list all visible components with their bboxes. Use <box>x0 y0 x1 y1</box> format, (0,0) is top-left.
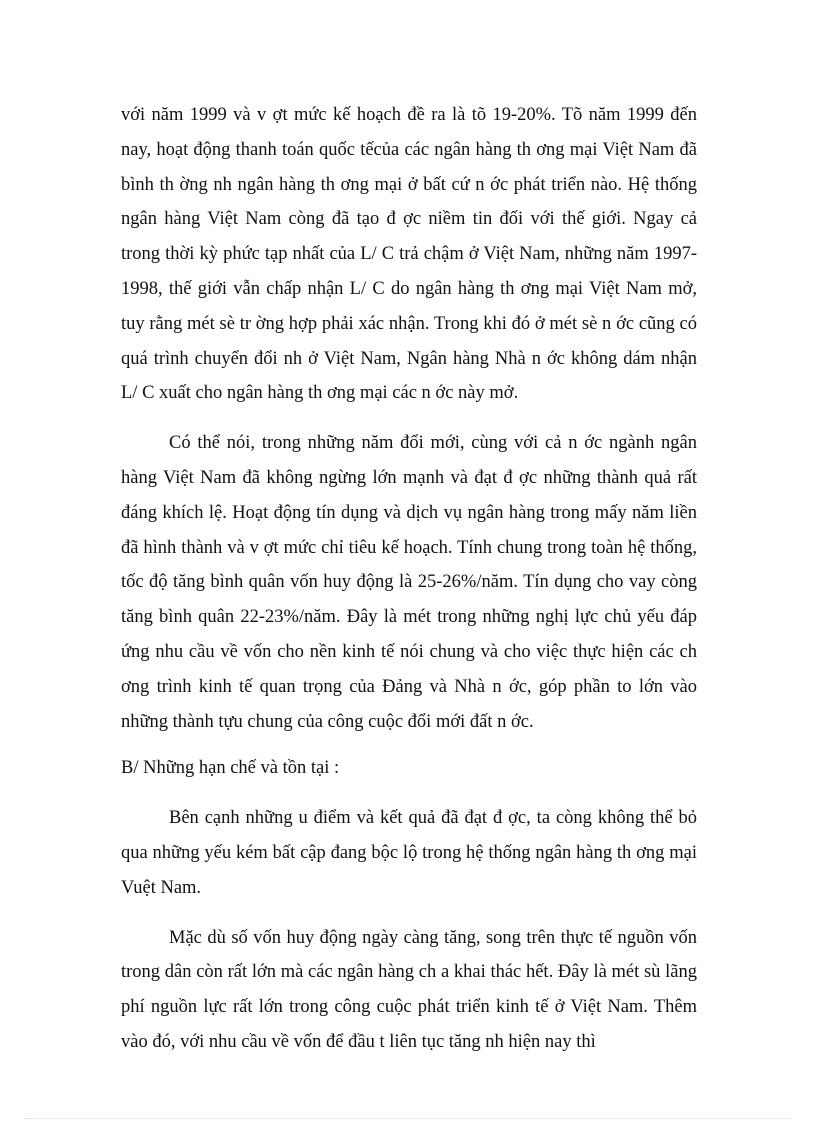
paragraph-3: Bên cạnh những u điểm và kết quả đã đạt đ ợc, ta còng không thể bỏ qua những yếu kém bất cập đang bộc lộ trong hệ thống ngân hàng th ơng mại Vuệt Nam. <box>121 808 697 898</box>
section-heading: B/ Những hạn chế và tồn tại : <box>121 758 340 779</box>
paragraph-2: Có thể nói, trong những năm đổi mới, cùng với cả n ớc ngành ngân hàng Việt Nam đã không ngừng lớn mạnh và đạt đ ợc những thành quả rất đáng khích lệ. Hoạt động tín dụng và dịch vụ ngân hàng trong mấy năm liền đã hình thành và v ợt mức chỉ tiêu kế hoạch. Tính chung trong toàn hệ thống, tốc độ tăng bình quân vốn huy động là 25-26%/năm. Tín dụng cho vay còng tăng bình quân 22-23%/năm. Đây là mét trong những nghị lực chủ yếu đáp ứng nhu cầu về vốn cho nền kinh tế nói chung và cho việc thực hiện các ch ơng trình kinh tế quan trọng của Đảng và Nhà n ớc, góp phần to lớn vào những thành tựu chung của công cuộc đổi mới đất n ớc. <box>121 433 697 732</box>
paragraph-4: Mặc dù số vốn huy động ngày càng tăng, song trên thực tế nguồn vốn trong dân còn rất lớn mà các ngân hàng ch a khai thác hết. Đây là mét sù lãng phí nguồn lực rất lớn trong công cuộc phát triển kinh tế ở Việt Nam. Thêm vào đó, với nhu cầu về vốn để đầu t liên tục tăng nh hiện nay thì <box>121 927 697 1052</box>
document-body <box>121 98 697 1060</box>
paragraph-1: với năm 1999 và v ợt mức kế hoạch đề ra là tõ 19-20%. Tõ năm 1999 đến nay, hoạt động thanh toán quốc tếcủa các ngân hàng th ơng mại Việt Nam đã bình th ờng nh ngân hàng th ơng mại ở bất cứ n ớc phát triển nào. Hệ thống ngân hàng Việt Nam còng đã tạo đ ợc niềm tin đối với thế giới. Ngay cả trong thời kỳ phức tạp nhất của L/ C trả chậm ở Việt Nam, những năm 1997-1998, thế giới vẫn chấp nhận L/ C do ngân hàng th ơng mại Việt Nam mở, tuy rằng mét sè tr ờng hợp phải xác nhận. Trong khi đó ở mét sè n ớc cũng có quá trình chuyển đổi nh ở Việt Nam, Ngân hàng Nhà n ớc không dám nhận L/ C xuất cho ngân hàng th ơng mại các n ớc này mở. <box>121 105 697 404</box>
page-bottom-border <box>24 1118 792 1119</box>
